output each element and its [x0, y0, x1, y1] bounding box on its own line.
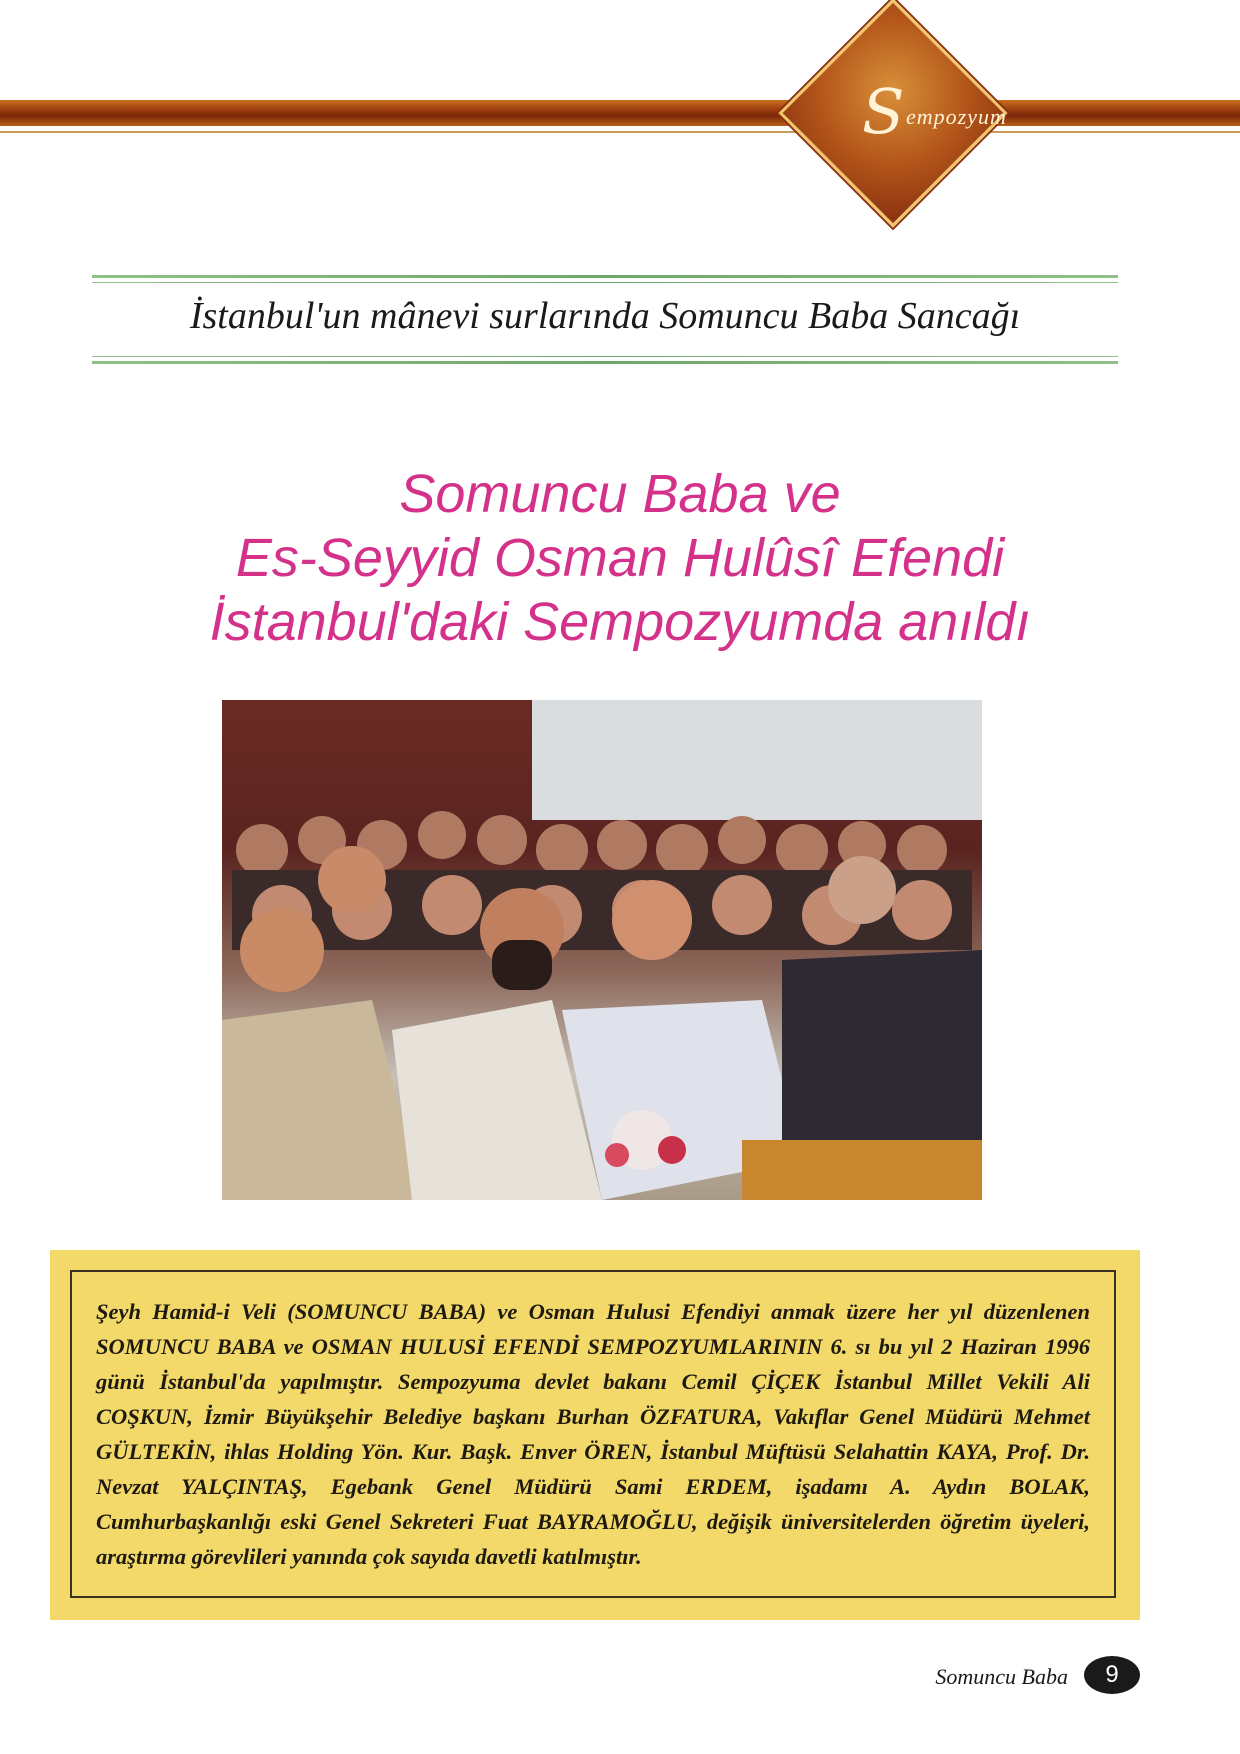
title-line-3: İstanbul'daki Sempozyumda anıldı: [209, 592, 1031, 652]
symposium-photo: [222, 700, 982, 1200]
bottom-rule: [92, 361, 1118, 364]
title-line-1: Somuncu Baba ve: [399, 464, 841, 524]
article-title: [100, 462, 1140, 654]
section-label-initial: S: [862, 75, 905, 148]
magazine-name: Somuncu Baba: [935, 1664, 1068, 1689]
bottom-rule-thin: [92, 356, 1118, 357]
section-label-rest: empozyum: [906, 104, 1007, 129]
subheadline: İstanbul'un mânevi surlarında Somuncu Baba Sancağı: [189, 295, 1021, 337]
photo-audience-illustration: [222, 700, 982, 1200]
section-label: [862, 75, 1092, 148]
page-footer: [860, 1656, 1140, 1696]
caption-text: Şeyh Hamid-i Veli (SOMUNCU BABA) ve Osman Hulusi Efendiyi anmak üzere her yıl düzenlenen SOMUNCU BABA ve OSMAN HULUSİ EFENDİ SEMPOZYUMLARININ 6. sı bu yıl 2 Haziran 1996 günü İstanbul'da yapılmıştır. Sempozyuma devlet bakanı Cemil ÇİÇEK İstanbul Millet Vekili Ali COŞKUN, İzmir Büyükşehir Belediye başkanı Burhan ÖZFATURA, Vakıflar Genel Müdürü Mehmet GÜLTEKİN, ihlas Holding Yön. Kur. Başk. Enver ÖREN, İstanbul Müftüsü Selahattin KAYA, Prof. Dr. Nevzat YALÇINTAŞ, Egebank Genel Müdürü Sami ERDEM, işadamı A. Aydın BOLAK, Cumhurbaşkanlığı eski Genel Sekreteri Fuat BAYRAMOĞLU, değişik üniversitelerden öğretim üyeleri, araştırma görevlileri yanında çok sayıda davetli katılmıştır.: [70, 1270, 1116, 1598]
page-number: 9: [1084, 1656, 1140, 1694]
title-line-2: Es-Seyyid Osman Hulûsî Efendi: [235, 528, 1005, 588]
caption-box: [50, 1250, 1140, 1620]
top-rule-thin: [92, 282, 1118, 283]
top-rule: [92, 275, 1118, 278]
